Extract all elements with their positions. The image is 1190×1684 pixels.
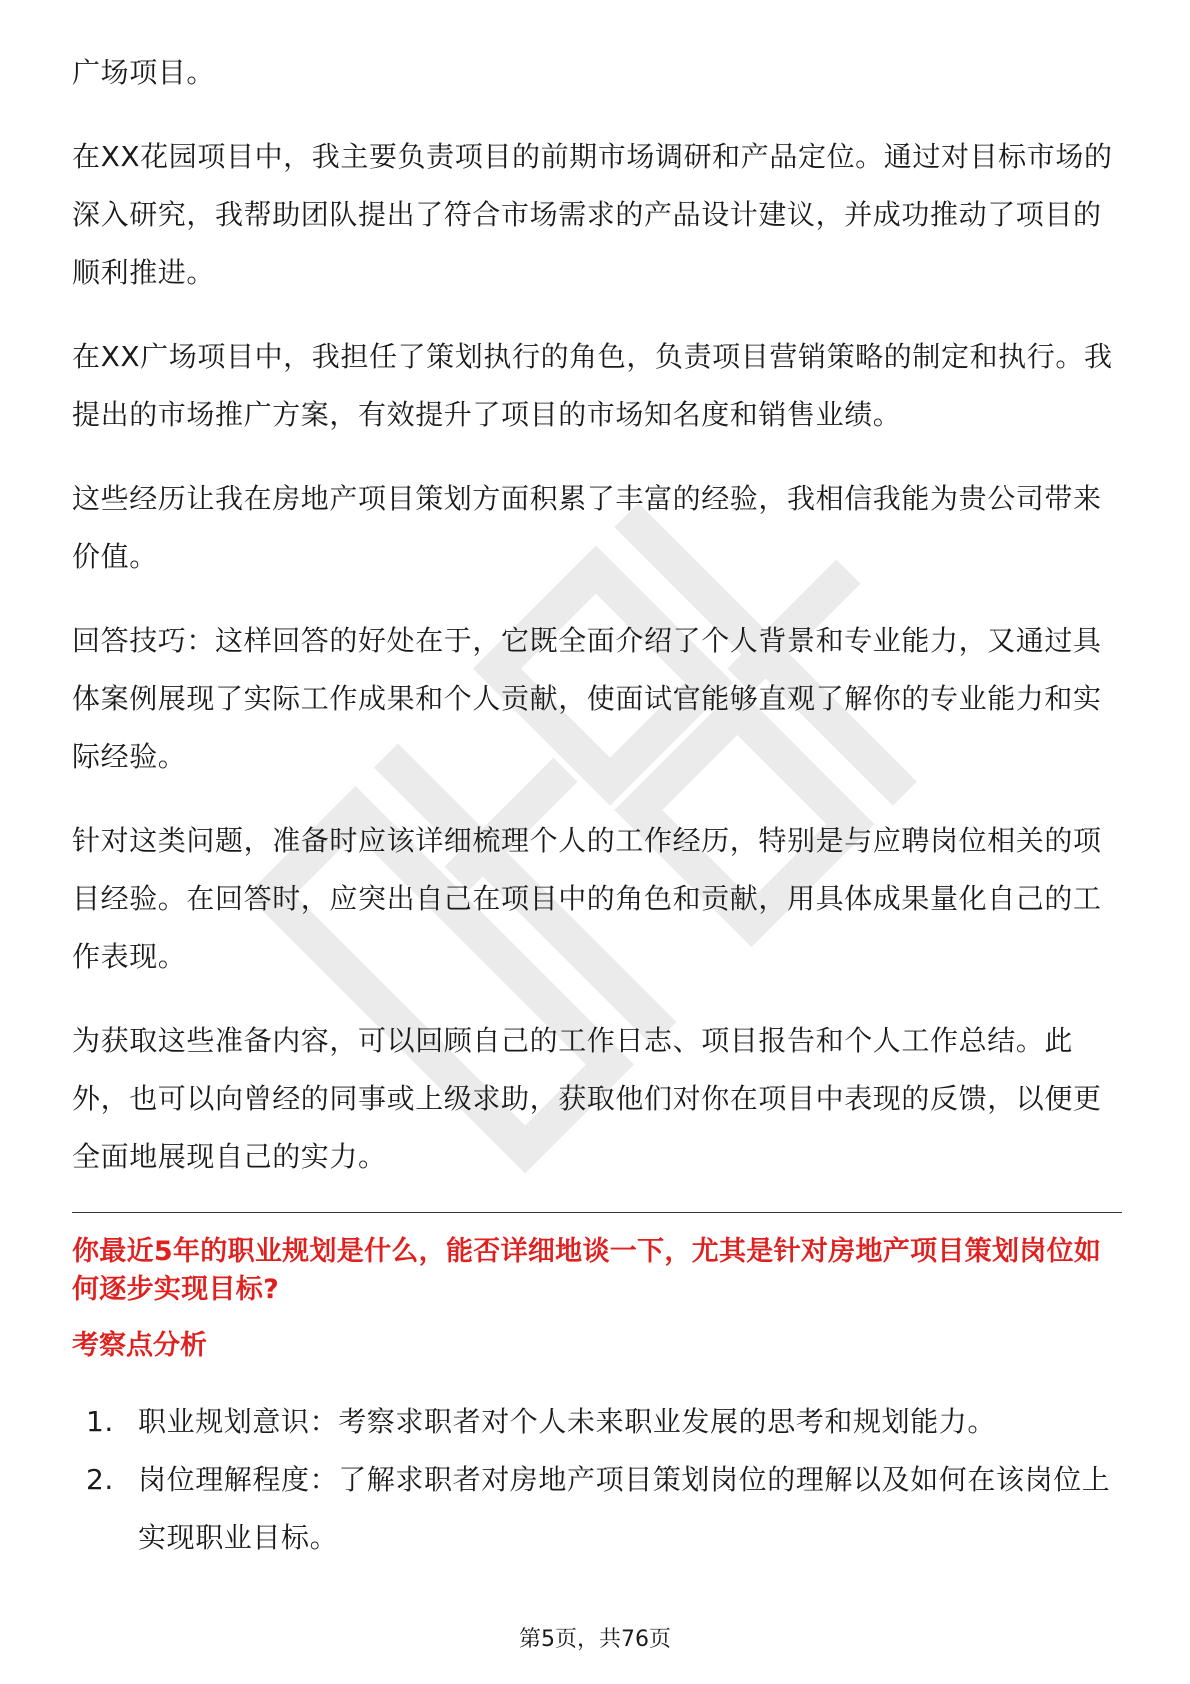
paragraph: 这些经历让我在房地产项目策划方面积累了丰富的经验，我相信我能为贵公司带来价值。 [72, 482, 1102, 573]
analysis-points [72, 1393, 1122, 1567]
list-item-text: 岗位理解程度：了解求职者对房地产项目策划岗位的理解以及如何在该岗位上实现职业目标。 [138, 1463, 1111, 1554]
page-content [72, 44, 1122, 1567]
paragraph: 回答技巧：这样回答的好处在于，它既全面介绍了个人背景和专业能力，又通过具体案例展现了实际工作成果和个人贡献，使面试官能够直观了解你的专业能力和实际经验。 [72, 624, 1102, 773]
paragraph: 在XX广场项目中，我担任了策划执行的角色，负责项目营销策略的制定和执行。我提出的市场推广方案，有效提升了项目的市场知名度和销售业绩。 [72, 340, 1113, 431]
list-item [72, 1393, 1122, 1451]
paragraph: 针对这类问题，准备时应该详细梳理个人的工作经历，特别是与应聘岗位相关的项目经验。在回答时，应突出自己在项目中的角色和贡献，用具体成果量化自己的工作表现。 [72, 824, 1102, 973]
list-item-text: 职业规划意识：考察求职者对个人未来职业发展的思考和规划能力。 [138, 1405, 997, 1438]
list-item [72, 1451, 1122, 1567]
paragraph: 广场项目。 [72, 56, 216, 89]
section-divider [72, 1212, 1122, 1213]
interview-question: 你最近5年的职业规划是什么，能否详细地谈一下，尤其是针对房地产项目策划岗位如何逐步实现目标? [72, 1236, 1102, 1305]
list-item-number: 2. [86, 1463, 114, 1496]
section-heading: 考察点分析 [72, 1330, 207, 1361]
page-footer: 第5页，共76页 [519, 1627, 671, 1652]
list-item-number: 1. [86, 1405, 114, 1438]
paragraph: 在XX花园项目中，我主要负责项目的前期市场调研和产品定位。通过对目标市场的深入研究，我帮助团队提出了符合市场需求的产品设计建议，并成功推动了项目的顺利推进。 [72, 140, 1113, 289]
paragraph: 为获取这些准备内容，可以回顾自己的工作日志、项目报告和个人工作总结。此外，也可以向曾经的同事或上级求助，获取他们对你在项目中表现的反馈，以便更全面地展现自己的实力。 [72, 1024, 1102, 1173]
